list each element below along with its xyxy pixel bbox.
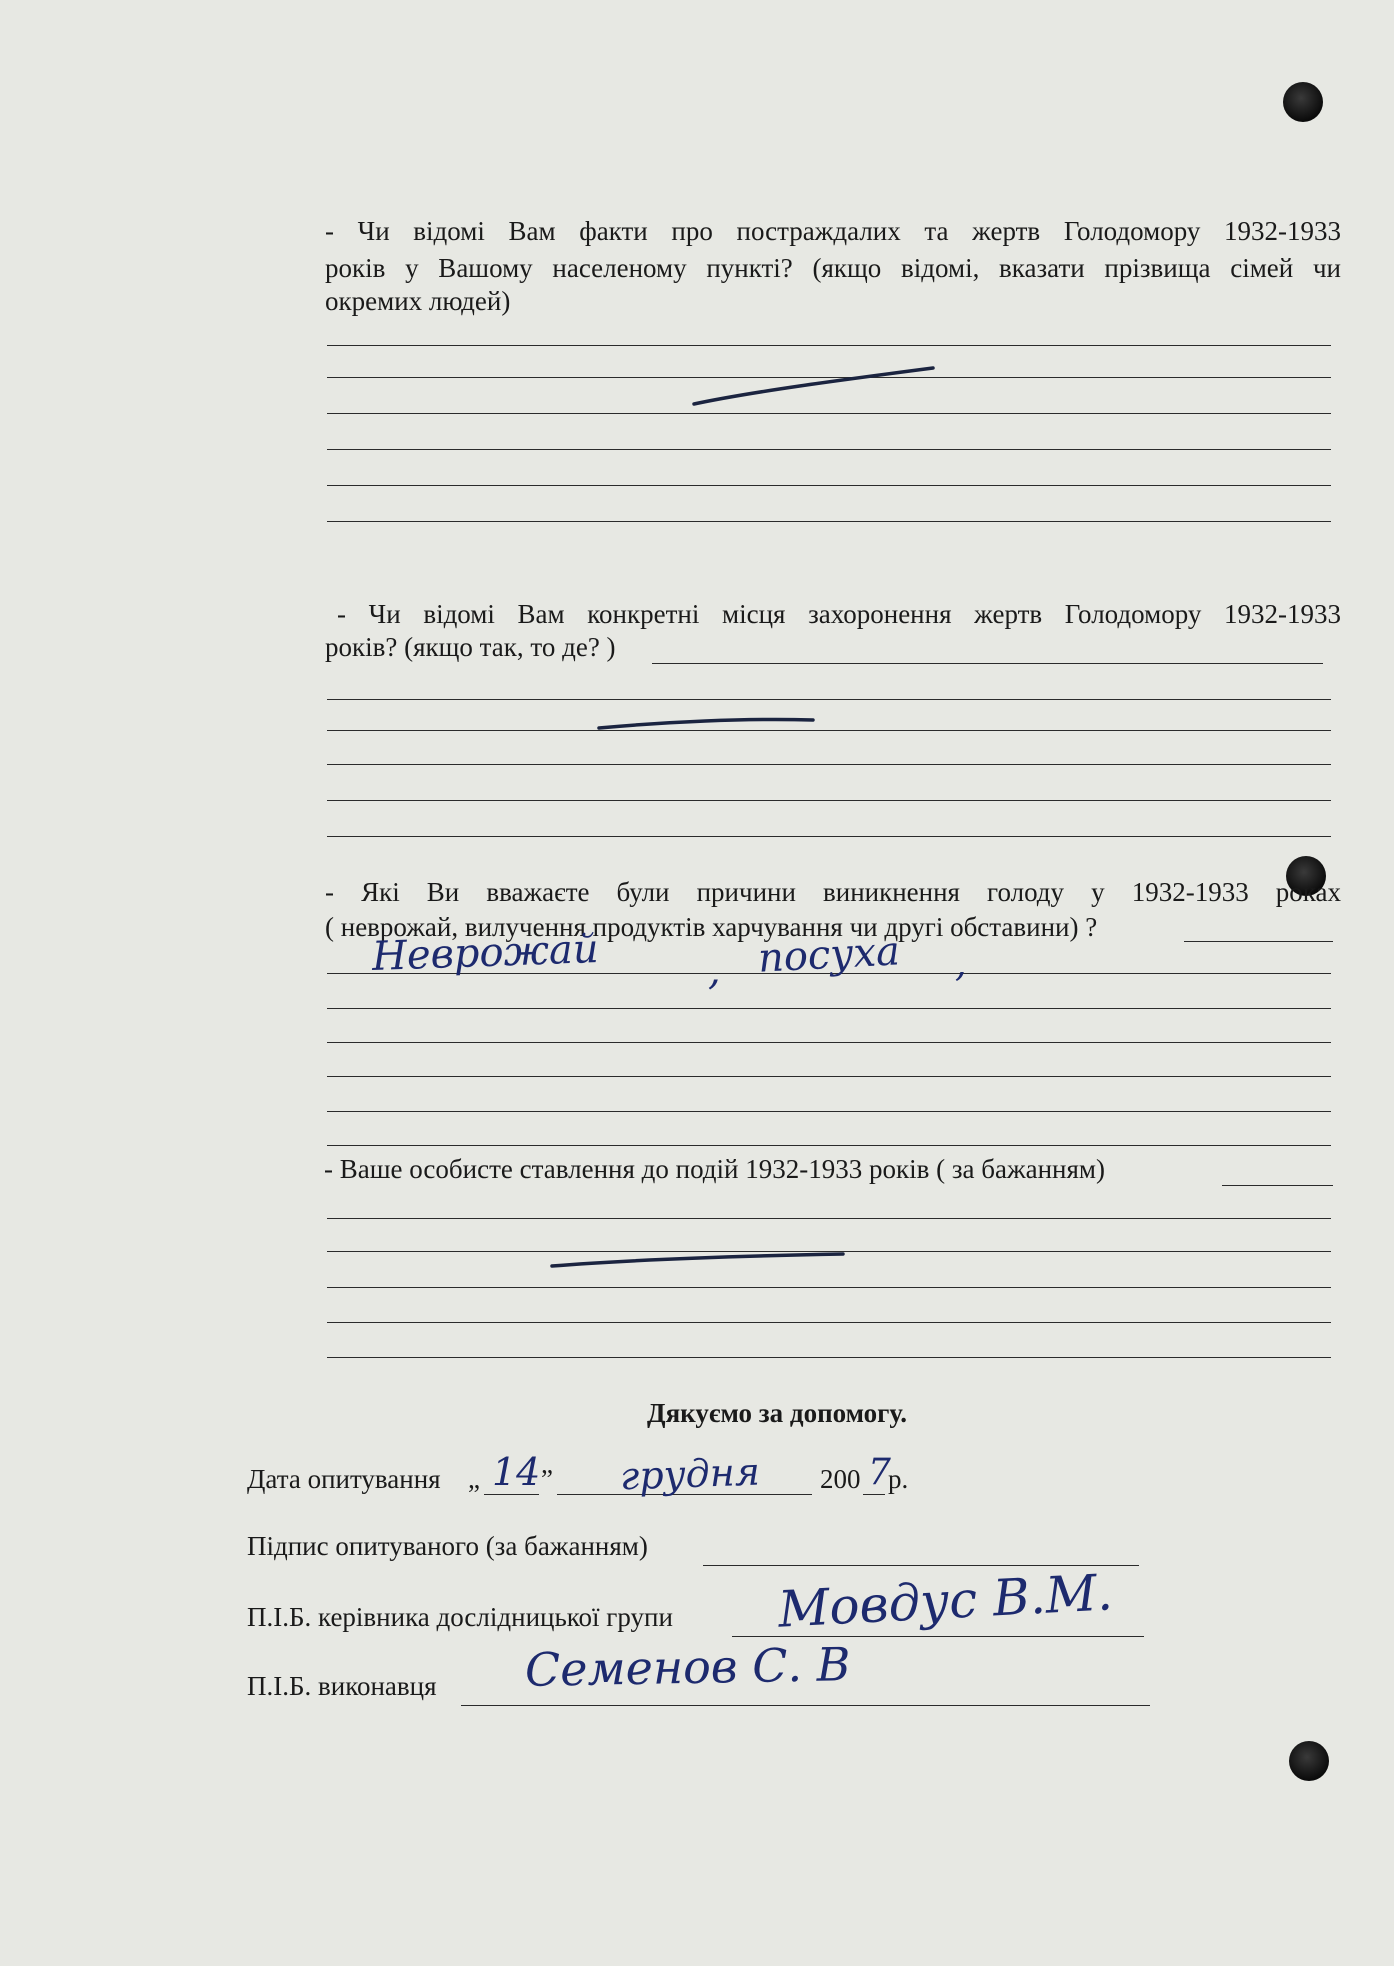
handwritten-answer-q3-comma: , (708, 948, 721, 994)
answer-line-q1-4 (327, 449, 1331, 450)
punch-hole-bottom (1289, 1741, 1329, 1781)
date-close-quote: ” (541, 1464, 553, 1494)
date-open-quote: „ (468, 1464, 480, 1494)
answer-line-q3-4 (327, 1076, 1331, 1077)
handwritten-answer-q3-trailing-comma: , (955, 944, 967, 985)
respondent-signature-label: Підпис опитуваного (за бажанням) (247, 1531, 648, 1561)
question-3-line-1: - Які Ви вважаєте були причини виникнення голоду у 1932-1933 роках (325, 877, 1341, 907)
answer-line-q1-5 (327, 485, 1331, 486)
question-1-line-1: - Чи відомі Вам факти про постраждалих та жертв Голодомору 1932-1933 (325, 216, 1341, 246)
answer-line-q3-2 (327, 1008, 1331, 1009)
answer-line-q4-3 (327, 1287, 1331, 1288)
date-year-line (863, 1494, 885, 1495)
date-year-digit-handwritten: 7 (868, 1452, 891, 1493)
question-3-line-2: ( неврожай, вилучення продуктів харчування чи другі обставини) ? (325, 912, 1098, 942)
question-1-line-2: років у Вашому населеному пункті? (якщо відомі, вказати прізвища сімей чи (325, 253, 1341, 283)
group-leader-label: П.І.Б. керівника дослідницької групи (247, 1602, 673, 1632)
group-leader-handwritten: Мовдус В.М. (776, 1563, 1115, 1639)
answer-line-q3-3 (327, 1042, 1331, 1043)
date-day-line (484, 1494, 539, 1495)
date-label: Дата опитування (247, 1464, 441, 1494)
answer-line-q1-6 (327, 521, 1331, 522)
strike-through-mark-q1 (690, 362, 940, 412)
executor-line (461, 1705, 1150, 1706)
punch-hole-top (1283, 82, 1323, 122)
executor-label: П.І.Б. виконавця (247, 1671, 437, 1701)
thanks-heading: Дякуємо за допомогу. (647, 1398, 907, 1428)
answer-line-q3-0 (1184, 941, 1333, 942)
answer-line-q3-6 (327, 1145, 1331, 1146)
question-2-line-2: років? (якщо так, то де? ) (325, 632, 616, 662)
date-suffix: р. (888, 1464, 909, 1494)
handwritten-answer-q3-word-1: Неврожай (371, 926, 600, 980)
answer-line-q1-1 (327, 345, 1331, 346)
strike-through-mark-q4 (548, 1248, 848, 1276)
answer-line-q4-0 (1222, 1185, 1333, 1186)
date-day-handwritten: 14 (492, 1450, 541, 1494)
answer-line-q2-3 (327, 764, 1331, 765)
handwritten-answer-q3-word-2: посуха (756, 928, 901, 982)
answer-line-q4-4 (327, 1322, 1331, 1323)
question-1-line-3: окремих людей) (325, 286, 511, 316)
answer-line-q2-1 (327, 699, 1331, 700)
answer-line-q2-2 (327, 730, 1331, 731)
answer-line-q4-5 (327, 1357, 1331, 1358)
date-month-handwritten: грудня (619, 1449, 761, 1499)
answer-line-q1-3 (327, 413, 1331, 414)
executor-handwritten: Семенов С. В (524, 1637, 851, 1697)
date-year-prefix: 200 (820, 1464, 861, 1494)
answer-line-q4-1 (327, 1218, 1331, 1219)
strike-through-mark-q2 (595, 708, 820, 738)
answer-line-q2-5 (327, 836, 1331, 837)
answer-line-q2-0 (652, 663, 1323, 664)
question-4-line-1: - Ваше особисте ставлення до подій 1932-1933 років ( за бажанням) (324, 1154, 1105, 1184)
answer-line-q3-5 (327, 1111, 1331, 1112)
answer-line-q2-4 (327, 800, 1331, 801)
question-2-line-1: - Чи відомі Вам конкретні місця захоронення жертв Голодомору 1932-1933 (337, 599, 1341, 629)
